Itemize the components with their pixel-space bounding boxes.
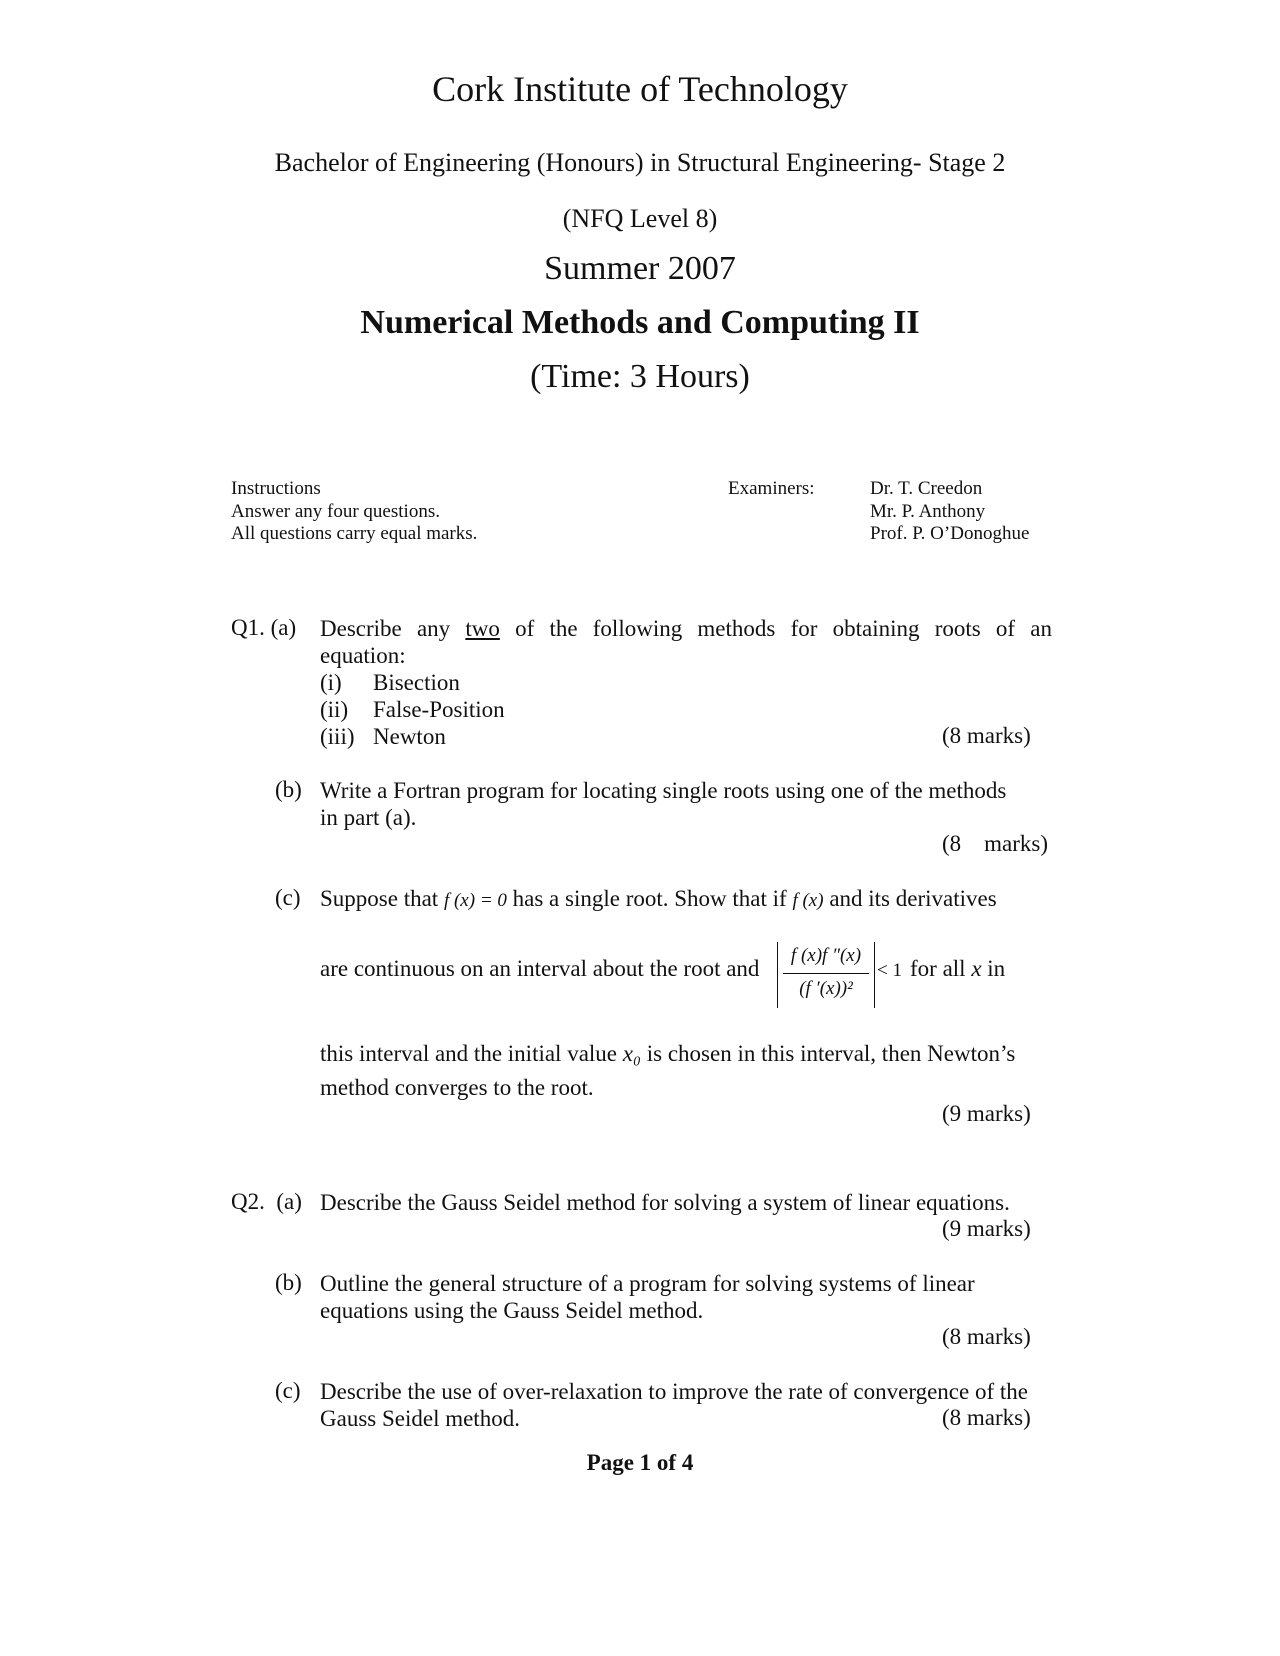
- word: the: [549, 616, 578, 641]
- q1b-line2: in part (a).: [320, 805, 417, 830]
- fraction-numerator: f (x)f ″(x): [790, 945, 862, 966]
- word: of: [995, 616, 1016, 641]
- q1a-item-text: Bisection: [373, 670, 460, 695]
- word: of: [515, 616, 535, 641]
- word: Describe: [320, 616, 402, 641]
- q1b-marks: (8 marks): [942, 831, 1049, 856]
- examiner-name: Mr. P. Anthony: [870, 500, 986, 522]
- q1c-line3: [320, 1040, 1015, 1067]
- q1-label: Q1. (a): [231, 615, 297, 640]
- fraction-bar: [783, 973, 869, 974]
- fraction-denominator: (f ′(x))²: [799, 978, 853, 999]
- examiners-list: [870, 478, 1029, 546]
- examiner-name: Dr. T. Creedon: [870, 478, 983, 499]
- text-run: has a single root. Show that if: [512, 886, 787, 911]
- exam-duration: (Time: 3 Hours): [530, 358, 750, 395]
- word: an: [1030, 616, 1052, 641]
- instructions-block: [231, 478, 477, 546]
- module-title: Numerical Methods and Computing II: [360, 304, 920, 341]
- programme-title: Bachelor of Engineering (Honours) in Structural Engineering- Stage 2: [274, 148, 1006, 177]
- q1a-item-num: (ii): [320, 697, 349, 722]
- instructions-line: Answer any four questions.: [231, 500, 440, 522]
- math-variable: x: [971, 956, 982, 981]
- q1b-label: (b): [275, 777, 302, 802]
- q1a-item-num: (i): [320, 670, 342, 695]
- inequality: < 1: [877, 960, 902, 981]
- word: roots: [934, 616, 981, 641]
- q1a-item-num: (iii): [320, 724, 355, 749]
- q2c-label: (c): [275, 1378, 301, 1403]
- q2b-label: (b): [275, 1270, 302, 1295]
- exam-session: Summer 2007: [544, 250, 736, 287]
- q1a-line2: equation:: [320, 643, 406, 668]
- q2b-line1: Outline the general structure of a program for solving systems of linear: [320, 1271, 975, 1296]
- text-run: for all: [910, 956, 966, 981]
- nfq-level: (NFQ Level 8): [562, 204, 718, 233]
- q1a-line1: [320, 615, 1052, 642]
- q1c-label: (c): [275, 885, 301, 910]
- q2b-marks: (8 marks): [942, 1324, 1031, 1349]
- text-run: and its derivatives: [829, 886, 997, 911]
- examiner-name: Prof. P. O’Donoghue: [870, 523, 1030, 544]
- word: for: [790, 616, 818, 641]
- q1c-marks: (9 marks): [942, 1101, 1031, 1126]
- q1c-line1: [320, 885, 997, 914]
- word: obtaining: [832, 616, 920, 641]
- math-expression: f (x) = 0: [443, 890, 507, 911]
- examiners-label: Examiners:: [728, 478, 815, 499]
- q1c-line2a: are continuous on an interval about the root and: [320, 956, 760, 981]
- q1a-item-text: False-Position: [373, 697, 505, 722]
- q2c-line1: Describe the use of over-relaxation to improve the rate of convergence of the: [320, 1379, 1028, 1404]
- text-run: this interval and the initial value: [320, 1041, 618, 1066]
- text-run: Suppose that: [320, 886, 439, 911]
- math-expression: f (x): [792, 890, 824, 911]
- q1c-line2b: [910, 955, 1005, 982]
- institution-title: Cork Institute of Technology: [432, 69, 848, 109]
- q2a-marks: (9 marks): [942, 1216, 1031, 1241]
- q2a-text: Describe the Gauss Seidel method for solving a system of linear equations.: [320, 1190, 1010, 1215]
- q1a-item-text: Newton: [373, 724, 446, 749]
- q2c-marks: (8 marks): [942, 1405, 1031, 1430]
- word: methods: [697, 616, 776, 641]
- q1a-marks: (8 marks): [942, 723, 1031, 748]
- q1c-line4: method converges to the root.: [320, 1075, 594, 1100]
- text-run: is chosen in this interval, then Newton’s: [646, 1041, 1016, 1066]
- q1a-emphasis: two: [465, 616, 500, 641]
- instructions-heading: Instructions: [231, 478, 321, 499]
- word: any: [416, 616, 451, 641]
- q2c-line2: Gauss Seidel method.: [320, 1406, 520, 1431]
- q2b-line2: equations using the Gauss Seidel method.: [320, 1298, 704, 1323]
- q1b-line1: Write a Fortran program for locating single roots using one of the methods: [320, 778, 1007, 803]
- math-variable: x₀: [622, 1041, 641, 1066]
- text-run: in: [987, 956, 1006, 981]
- q2-label: Q2. (a): [231, 1189, 302, 1214]
- word: following: [592, 616, 683, 641]
- page-number: Page 1 of 4: [586, 1450, 694, 1475]
- instructions-line: All questions carry equal marks.: [231, 523, 478, 544]
